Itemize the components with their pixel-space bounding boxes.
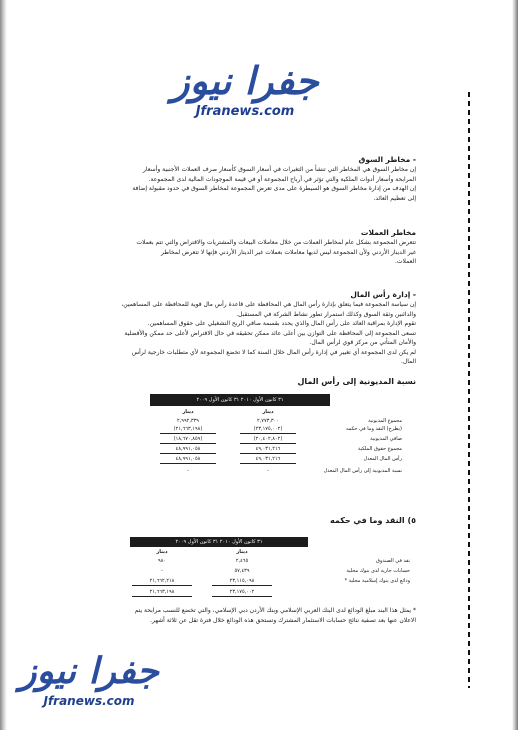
paragraph-line: إن سياسة المجموعة فيما يتعلق بإدارة رأس المال هي المحافظة على قاعدة رأس مال قوية للمحافظة على المساهمين،	[121, 301, 416, 308]
paragraph-line: غير الدينار الأردني ولأن المجموعة ليس لديها معاملات بعملات غير الدينار الأردني فإنها لا تتعرض لمخاطر	[161, 248, 416, 256]
value-2010: ٢,٤٦٥	[235, 558, 249, 564]
table-row	[140, 426, 402, 433]
row-label: (يطرح) النقد وما في حكمه	[346, 426, 402, 432]
unit-label: دينار	[236, 549, 248, 555]
row-label: ودائع لدى بنوك إسلامية محلية *	[344, 578, 410, 584]
currency-risk-section	[78, 228, 416, 267]
table-row	[140, 468, 402, 475]
unit-label: دينار	[156, 549, 168, 555]
market-risk-section	[78, 155, 416, 203]
debt-ratio-title	[78, 376, 416, 387]
value-2009: -	[187, 468, 189, 474]
paragraph-line: المرابحة وأسعار أدوات الملكية والتي تؤثر في أرباح المجموعة أو في قيمة الموجودات المالية لدى المجموعة.	[148, 175, 416, 183]
paragraph-line: العملات.	[395, 258, 416, 265]
section-title: - مخاطر السوق	[358, 155, 416, 164]
watermark-logo-top	[150, 58, 340, 120]
watermark-logo-bottom	[4, 650, 174, 709]
row-label: صافي المديونية	[370, 436, 402, 442]
paragraph-line: إن مخاطر السوق هي المخاطر التي تنشأ من التغيرات في أسعار السوق كأسعار صرف العملات الأجنبية وأسعار	[143, 166, 416, 173]
watermark-latin: Jfranews.com	[43, 694, 135, 708]
page-margin-dash-mark	[468, 92, 470, 688]
cash-title	[78, 515, 416, 526]
table-row	[110, 578, 410, 585]
row-label: حسابات جارية لدى بنوك محلية	[346, 568, 410, 574]
total-2009: ٢١,٦٦٣,١٩٨	[132, 589, 192, 597]
debt-ratio-table	[140, 406, 402, 486]
section-title: مخاطر العملات	[360, 228, 416, 237]
table-row	[110, 558, 410, 565]
paragraph-line: تسعى المجموعة إلى المحافظة على التوازن بين أعلى عائد ممكن تحقيقه في حال الاقتراض لأعلى حد ممكن والأفضلية	[124, 329, 416, 337]
scan-edge-right	[512, 0, 518, 730]
value-2009: -	[161, 568, 163, 574]
paragraph-line: والأمان المتأتي من مركز قوي لرأس المال.	[309, 339, 416, 346]
row-label: مجموع المديونية	[368, 418, 402, 424]
watermark-arabic: جفرا نيوز	[19, 651, 159, 692]
footnote-line: الاعلان عنها بعد تصفية نتائج حسابات الاستثمار المشترك وتستحق هذه الودائع خلال فترة تقل عن ثلاثة أشهر.	[150, 616, 416, 624]
value-2009: ٤٨,٩٩١,٠٥٨	[160, 456, 216, 464]
value-2009: ٢,٩٩٢,٣٣٩	[177, 418, 199, 424]
value-2010: ٢٣,١١٥,٠٩٨	[212, 578, 272, 586]
total-2010: ٢٣,١٧٥,٠٠٢	[212, 589, 272, 597]
paragraph-line: المال.	[400, 358, 416, 365]
paragraph-line: إن الهدف من إدارة مخاطر السوق هو السيطرة على مدى تعرض المجموعة لمخاطر السوق في حدود مقبولة إضافة	[132, 185, 416, 192]
row-label: مجموع حقوق الملكية	[357, 446, 402, 452]
value-2009: (١٨,٦٧٠,٨٥٩)	[160, 436, 216, 444]
value-2009: ٢١,٦٦٢,٢١٨	[132, 578, 192, 586]
table-row	[140, 418, 402, 425]
debt-ratio-table-header: ٣١ كانون الأول ٢٠١٠ ٣١ كانون الأول ٢٠٠٩	[150, 394, 330, 406]
paragraph-line: إلى تعظيم العائد.	[373, 194, 416, 202]
footnote-line: * يمثل هذا البند مبلغ الودائع لدى البنك العربي الإسلامي وبنك الأردن دبي الإسلامي، والتي تخضع للنسب مرابحة يتم	[134, 607, 416, 614]
watermark-latin: Jfranews.com	[195, 104, 295, 119]
value-2010: ٥٧,٤٣٩	[234, 568, 250, 574]
value-2009: (٢١,٦٦٣,١٩٨)	[160, 426, 216, 434]
capital-management-section	[78, 290, 416, 367]
cash-table	[110, 548, 410, 603]
watermark-arabic: جفرا نيوز	[171, 59, 319, 103]
table-title: ٥) النقد وما في حكمه	[330, 516, 416, 525]
value-2010: ٤٩,٠٣١,٢١٦	[240, 456, 296, 464]
row-label: نسبة المديونية إلى رأس المال المعدل	[323, 468, 402, 474]
value-2010: (٢٠,٤٠٢,٨٠٢)	[240, 436, 296, 444]
unit-label: دينار	[182, 409, 194, 415]
value-2009: ٩٨٠	[157, 558, 167, 564]
table-row	[140, 456, 402, 463]
paragraph-line: والدائنين وثقة السوق وكذلك استمرار تطور نشاط الشركة في المستقبل.	[236, 310, 416, 318]
value-2009: ٤٨,٩٩١,٠٥٨	[160, 446, 216, 454]
footnote	[60, 606, 416, 625]
value-2010: -	[267, 468, 269, 474]
table-row	[110, 568, 410, 575]
paragraph-line: لم يكن لدى المجموعة أي تغيير في إدارة رأس المال خلال السنة كما لا تخضع المجموعة لأي متطلبات خارجية لرأس	[131, 348, 416, 356]
scan-edge-left	[0, 0, 7, 730]
row-label: نقد في الصندوق	[376, 558, 410, 564]
paragraph-line: تقوم الإدارة بمراقبة العائد على رأس المال والذي يحدد بقسمة صافي الربح التشغيلي على حقوق المساهمين.	[147, 320, 416, 327]
cash-table-header: ٣١ كانون الأول ٢٠١٠ ٣١ كانون الأول ٢٠٠٩	[130, 537, 308, 547]
table-row	[140, 436, 402, 443]
value-2010: ٤٩,٠٣١,٢١٦	[240, 446, 296, 454]
row-label: رأس المال المعدل	[363, 456, 402, 462]
table-total-row	[110, 589, 410, 596]
paragraph-line: تتعرض المجموعة بشكل عام لمخاطر العملات من خلال معاملات البيعات والمشتريات والاقتراض والتي تتم بعملات	[136, 239, 416, 246]
table-title: نسبة المديونية إلى رأس المال	[297, 377, 416, 386]
table-row	[140, 446, 402, 453]
unit-label: دينار	[262, 409, 274, 415]
value-2010: ٢,٧٧٣,٣٠٠	[257, 418, 279, 424]
section-title: - إدارة رأس المال	[350, 290, 416, 299]
value-2010: (٢٣,١٧٥,٠٠٢)	[240, 426, 296, 434]
